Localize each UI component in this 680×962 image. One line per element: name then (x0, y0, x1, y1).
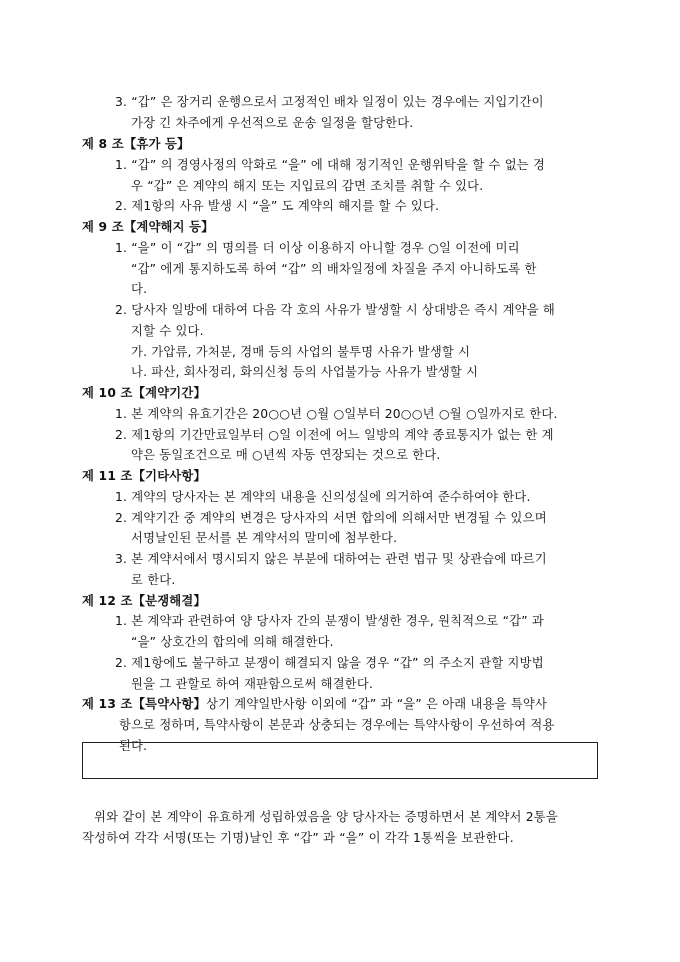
article-13-text-line-3: 된다. (119, 739, 148, 753)
article-9-sub-item-na: 나. 파산, 회사정리, 화의신청 등의 사업불가능 사유가 발생할 시 (131, 365, 479, 379)
article-12-item-2-line-1: 2. 제1항에도 불구하고 분쟁이 해결되지 않을 경우 “갑” 의 주소지 관할 지방법 (115, 656, 544, 670)
article-8-heading: 제 8 조【휴가 등】 (82, 137, 190, 151)
article-8-item-1-line-1: 1. “갑” 의 경영사정의 악화로 “을” 에 대해 정기적인 운행위탁을 할 수 없는 경 (115, 158, 546, 172)
article-7-item-3-line-1: 3. “갑” 은 장거리 운행으로서 고정적인 배차 일정이 있는 경우에는 지입기간이 (115, 95, 544, 109)
article-9-item-2-line-1: 2. 당사자 일방에 대하여 다음 각 호의 사유가 발생할 시 상대방은 즉시 계약을 해 (115, 303, 555, 317)
article-11-item-3-line-1: 3. 본 계약서에서 명시되지 않은 부분에 대하여는 관련 법규 및 상관습에 따르기 (115, 552, 547, 566)
closing-line-2: 작성하여 각각 서명(또는 기명)날인 후 “갑” 과 “을” 이 각각 1통씩을 보관한다. (82, 831, 514, 845)
article-7-item-3-line-2: 가장 긴 차주에게 우선적으로 운송 일정을 할당한다. (131, 116, 414, 130)
article-9-item-1-line-2: “갑” 에게 통지하도록 하여 “갑” 의 배차일정에 차질을 주지 아니하도록 한 (131, 262, 537, 276)
article-11-item-3-line-2: 로 한다. (131, 573, 176, 587)
article-13-heading: 제 13 조【특약사항】 (82, 697, 206, 711)
article-13-text-line-2: 항으로 정하며, 특약사항이 본문과 상충되는 경우에는 특약사항이 우선하여 적용 (119, 718, 555, 732)
article-13-text-line-1: 상기 계약일반사항 이외에 “갑” 과 “을” 은 아래 내용을 특약사 (206, 697, 548, 711)
article-11-item-2-line-2: 서명날인된 문서를 본 계약서의 말미에 첨부한다. (131, 531, 398, 545)
article-12-item-2-line-2: 원을 그 관할로 하여 재판함으로써 해결한다. (131, 677, 374, 691)
article-9-sub-item-ga: 가. 가압류, 가처분, 경매 등의 사업의 불투명 사유가 발생할 시 (131, 345, 471, 359)
article-10-item-2-line-2: 약은 동일조건으로 매 ○년씩 자동 연장되는 것으로 한다. (131, 448, 441, 462)
article-10-item-1: 1. 본 계약의 유효기간은 20○○년 ○월 ○일부터 20○○년 ○월 ○일까지로 한다. (115, 407, 558, 421)
closing-line-1: 위와 같이 본 계약이 유효하게 성립하였음을 양 당사자는 증명하면서 본 계약서 2통을 (94, 810, 558, 824)
article-12-item-1-line-1: 1. 본 계약과 관련하여 양 당사자 간의 분쟁이 발생한 경우, 원칙적으로 “갑” 과 (115, 614, 544, 628)
article-12-item-1-line-2: “을” 상호간의 합의에 의해 해결한다. (131, 635, 334, 649)
article-8-item-2: 2. 제1항의 사유 발생 시 “을” 도 계약의 해지를 할 수 있다. (115, 199, 440, 213)
article-11-heading: 제 11 조【기타사항】 (82, 469, 206, 483)
article-10-item-2-line-1: 2. 제1항의 기간만료일부터 ○일 이전에 어느 일방의 계약 종료통지가 없는 한 계 (115, 428, 554, 442)
article-9-item-1-line-1: 1. “을” 이 “갑” 의 명의를 더 이상 이용하지 아니할 경우 ○일 이전에 미리 (115, 241, 520, 255)
article-11-item-2-line-1: 2. 계약기간 중 계약의 변경은 당사자의 서면 합의에 의해서만 변경될 수 있으며 (115, 511, 547, 525)
article-8-item-1-line-2: 우 “갑” 은 계약의 해지 또는 지입료의 감면 조치를 취할 수 있다. (131, 179, 484, 193)
article-9-heading: 제 9 조【계약해지 등】 (82, 220, 214, 234)
special-terms-box (82, 742, 598, 779)
article-9-item-1-line-3: 다. (131, 282, 148, 296)
article-9-item-2-line-2: 지할 수 있다. (131, 324, 204, 338)
article-11-item-1: 1. 계약의 당사자는 본 계약의 내용을 신의성실에 의거하여 준수하여야 한다. (115, 490, 531, 504)
article-10-heading: 제 10 조【계약기간】 (82, 386, 206, 400)
article-12-heading: 제 12 조【분쟁해결】 (82, 594, 206, 608)
